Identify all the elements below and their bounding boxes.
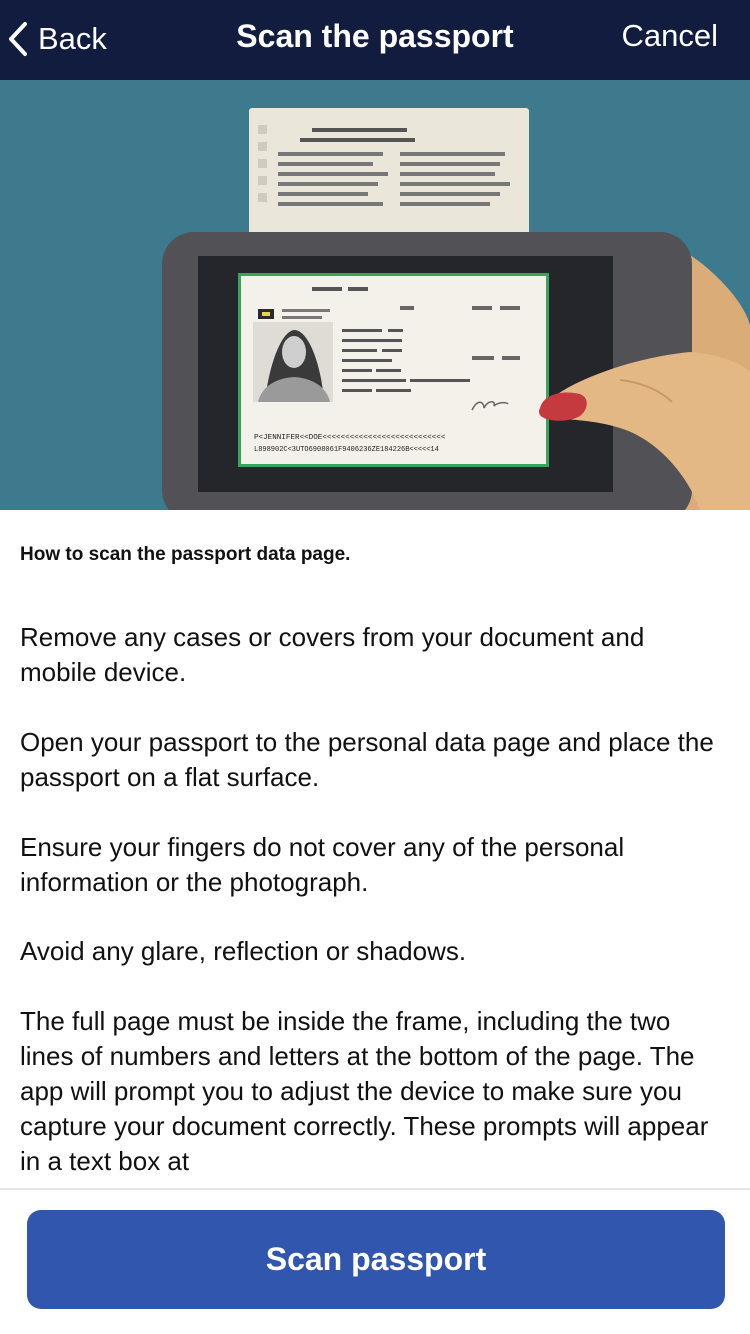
- instruction-paragraph: Ensure your fingers do not cover any of the personal information or the photograph.: [20, 832, 625, 897]
- instruction-paragraph: Open your passport to the personal data page and place the passport on a flat surface.: [20, 727, 714, 792]
- instruction-paragraph: The full page must be inside the frame, including the two lines of numbers and letters at the bottom of the page. The app will prompt you to adjust the device to make sure you capture your document correctly. These prompts will appear in a text box at: [20, 1006, 709, 1176]
- phone-scanning-passport-illustration: [0, 80, 750, 510]
- mrz-line-1: P<JENNIFER<<DOE<<<<<<<<<<<<<<<<<<<<<<<<<<<: [254, 434, 446, 442]
- footer-bar: [0, 1190, 750, 1334]
- passport-scan-illustration: [0, 80, 750, 510]
- instructions-heading: How to scan the passport data page.: [20, 544, 351, 565]
- back-button[interactable]: [4, 14, 107, 64]
- instruction-paragraph: Remove any cases or covers from your document and mobile device.: [20, 622, 645, 687]
- page-title: Scan the passport: [236, 18, 514, 54]
- mrz-line-2: L898902C<3UTO6908061F9406236ZE184226B<<<<<14: [254, 446, 439, 454]
- nav-bar: [0, 0, 750, 80]
- back-label: Back: [38, 21, 107, 56]
- cancel-button[interactable]: Cancel: [621, 18, 718, 53]
- scan-passport-button[interactable]: Scan passport: [27, 1210, 725, 1309]
- instructions-panel: [0, 510, 750, 1188]
- chevron-left-icon: [4, 19, 30, 59]
- instruction-paragraph: Avoid any glare, reflection or shadows.: [20, 936, 467, 966]
